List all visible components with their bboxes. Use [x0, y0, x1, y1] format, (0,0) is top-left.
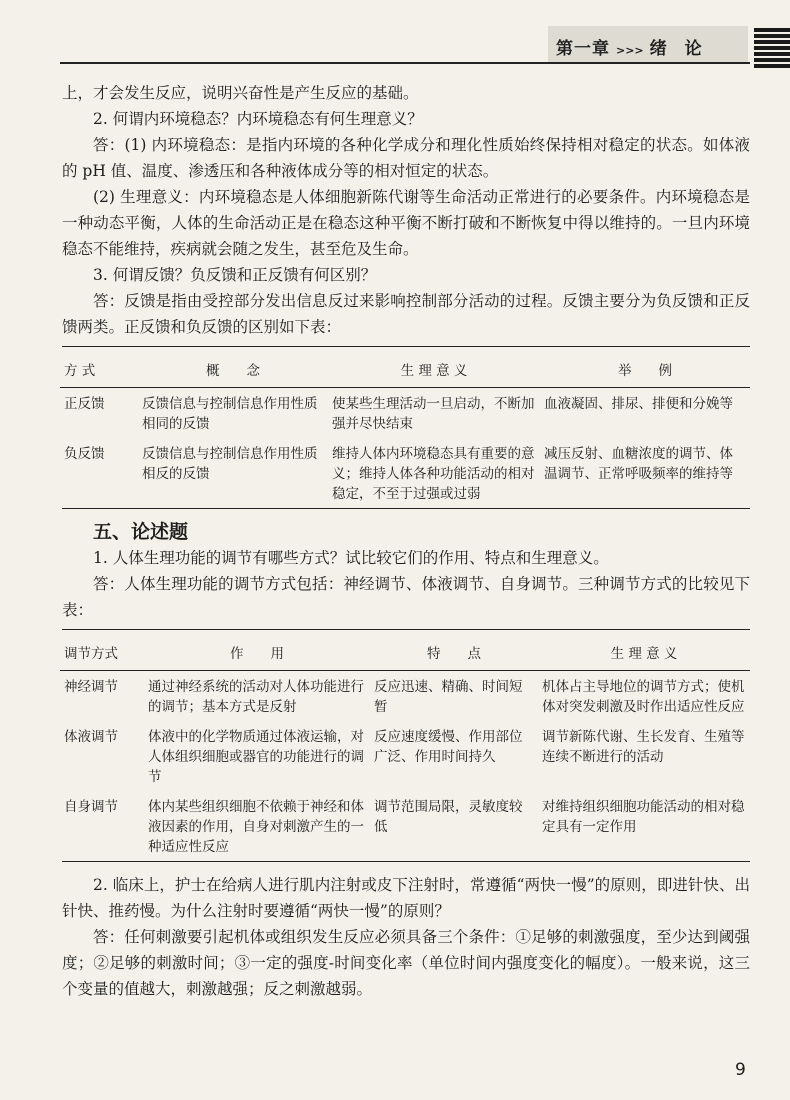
chapter-arrows: >>> [616, 44, 644, 57]
question-2-essay: 2. 临床上，护士在给病人进行肌内注射或皮下注射时，常遵循“两快一慢”的原则，即进针快、出针快、推药慢。为什么注射时要遵循“两快一慢”的原则？ [62, 876, 750, 920]
table-row [60, 438, 750, 508]
table-cell: 反应速度缓慢、作用部位广泛、作用时间持久 [374, 729, 523, 765]
table-cell: 负反馈 [64, 446, 105, 462]
answer-2-essay: 答：任何刺激要引起机体或组织发生反应必须具备三个条件：①足够的刺激强度，至少达到阈强度；②足够的刺激时间；③一定的强度-时间变化率（单位时间内强度变化的幅度）。一般来说，这三个变量的值越大，刺激越强；反之刺激越弱。 [62, 928, 750, 998]
table-cell: 机体占主导地位的调节方式；使机体对突发刺激及时作出适应性反应 [542, 679, 745, 715]
table-cell: 神经调节 [64, 679, 118, 695]
table-cell: 反应迅速、精确、时间短暂 [374, 679, 523, 715]
answer-2-part1: 答：(1) 内环境稳态：是指内环境的各种化学成分和理化性质始终保持相对稳定的状态。如体液的 pH 值、温度、渗透压和各种液体成分等的相对恒定的状态。 [62, 136, 750, 180]
table-row [60, 671, 750, 722]
table-header: 作 用 [144, 636, 370, 671]
table-cell: 反馈信息与控制信息作用性质相同的反馈 [142, 396, 318, 432]
table-header: 特 点 [370, 636, 538, 671]
table-cell: 体内某些组织细胞不依赖于神经和体液因素的作用，自身对刺激产生的一种适应性反应 [148, 799, 364, 855]
table-cell: 调节新陈代谢、生长发育、生殖等连续不断进行的活动 [542, 729, 745, 765]
question-2: 2. 何谓内环境稳态？内环境稳态有何生理意义？ [93, 110, 423, 128]
chapter-label: 第一章 [556, 39, 610, 59]
table-cell: 通过神经系统的活动对人体功能进行的调节；基本方式是反射 [148, 679, 364, 715]
feedback-table [62, 346, 750, 509]
table-cell: 反馈信息与控制信息作用性质相反的反馈 [142, 446, 318, 482]
table-cell: 使某些生理活动一旦启动，不断加强并尽快结束 [332, 396, 535, 432]
header-rule [60, 62, 750, 64]
table-cell: 维持人体内环境稳态具有重要的意义；维持人体各种功能活动的相对稳定，不至于过强或过弱 [332, 446, 535, 502]
answer-1: 答：人体生理功能的调节方式包括：神经调节、体液调节、自身调节。三种调节方式的比较见下表： [62, 575, 750, 619]
table-cell: 自身调节 [64, 799, 118, 815]
question-3: 3. 何谓反馈？负反馈和正反馈有何区别？ [93, 266, 377, 284]
chapter-title: 绪论 [649, 39, 720, 59]
header-stripes-decoration [754, 28, 790, 68]
table-row [60, 721, 750, 791]
table-cell: 调节范围局限，灵敏度较低 [374, 799, 523, 835]
table-header: 概 念 [138, 353, 328, 388]
table-header: 方 式 [60, 353, 138, 388]
table-cell: 体液中的化学物质通过体液运输，对人体组织细胞或器官的功能进行的调节 [148, 729, 364, 785]
table-cell: 正反馈 [64, 396, 105, 412]
regulation-table [62, 629, 750, 862]
page-number: 9 [735, 1060, 746, 1080]
table-header: 生 理 意 义 [538, 636, 750, 671]
section-title: 五、论述题 [93, 521, 189, 543]
table-header: 生 理 意 义 [328, 353, 540, 388]
chapter-heading [556, 34, 720, 59]
table-cell: 体液调节 [64, 729, 118, 745]
question-1: 1. 人体生理功能的调节有哪些方式？试比较它们的作用、特点和生理意义。 [93, 549, 609, 567]
paragraph: 上，才会发生反应，说明兴奋性是产生反应的基础。 [62, 84, 419, 102]
answer-3: 答：反馈是指由受控部分发出信息反过来影响控制部分活动的过程。反馈主要分为负反馈和正反馈两类。正反馈和负反馈的区别如下表： [62, 292, 750, 336]
table-row [60, 388, 750, 439]
answer-2-part2: (2) 生理意义：内环境稳态是人体细胞新陈代谢等生命活动正常进行的必要条件。内环境稳态是一种动态平衡，人体的生命活动正是在稳态这种平衡不断打破和不断恢复中得以维持的。一旦内环境稳态不能维持，疾病就会随之发生，甚至危及生命。 [62, 188, 750, 258]
table-cell: 减压反射、血糖浓度的调节、体温调节、正常呼吸频率的维持等 [544, 446, 733, 482]
table-header: 调节方式 [60, 636, 144, 671]
table-header: 举 例 [540, 353, 750, 388]
page-content [62, 80, 750, 1002]
page-header [0, 0, 790, 72]
table-row [60, 791, 750, 861]
table-cell: 对维持组织细胞功能活动的相对稳定具有一定作用 [542, 799, 745, 835]
table-cell: 血液凝固、排尿、排便和分娩等 [544, 396, 733, 412]
